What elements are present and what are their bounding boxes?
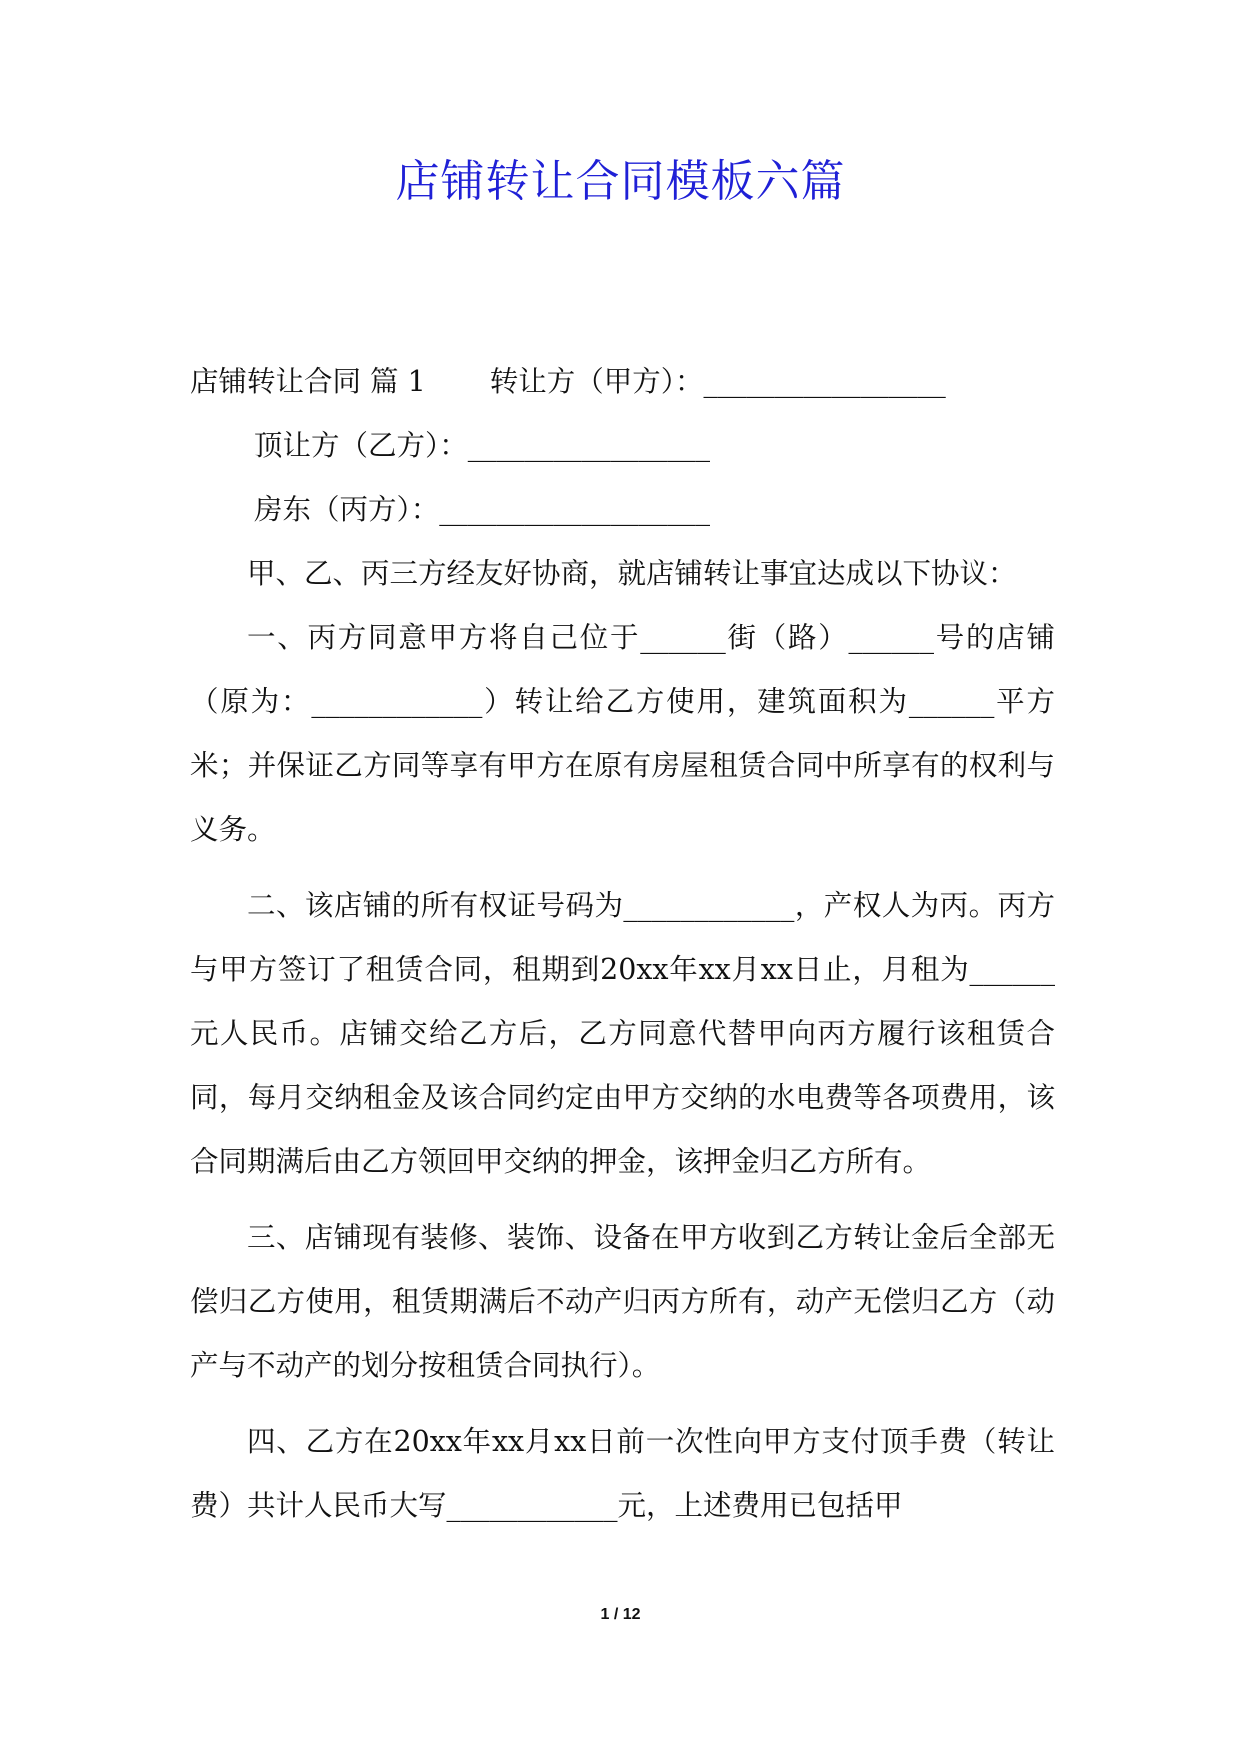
document-title: 店铺转让合同模板六篇 — [395, 156, 846, 207]
header-line-3 — [190, 478, 1055, 542]
paragraph-clause-1: 一、丙方同意甲方将自己位于______街（路）______号的店铺（原为：____________）转让给乙方使用，建筑面积为______平方米；并保证乙方同等享有甲方在原有房屋租赁合同中所享有的权利与义务。 — [190, 621, 1055, 846]
paragraph-clause-3: 三、店铺现有装修、装饰、设备在甲方收到乙方转让金后全部无偿归乙方使用，租赁期满后不动产归丙方所有，动产无偿归乙方（动产与不动产的划分按租赁合同执行）。 — [190, 1221, 1055, 1382]
page-number: 1 / 12 — [600, 1606, 641, 1623]
paragraph-clause-4: 四、乙方在20xx年xx月xx日前一次性向甲方支付顶手费（转让费）共计人民币大写____________元，上述费用已包括甲 — [190, 1425, 1055, 1522]
transferor-field: 转让方（甲方）：_________________ — [489, 365, 946, 398]
transferee-field: 顶让方（乙方）：_________________ — [254, 429, 711, 462]
paragraph-clause-2: 二、该店铺的所有权证号码为____________，产权人为丙。丙方与甲方签订了租赁合同，租期到20xx年xx月xx日止，月租为______元人民币。店铺交给乙方后，乙方同意代替甲向丙方履行该租赁合同，每月交纳租金及该合同约定由甲方交纳的水电费等各项费用，该合同期满后由乙方领回甲交纳的押金，该押金归乙方所有。 — [190, 889, 1055, 1178]
document-body — [190, 350, 1055, 1538]
section-heading: 店铺转让合同 篇 1 — [190, 365, 426, 398]
landlord-field: 房东（丙方）：___________________ — [254, 493, 711, 526]
header-line-1 — [190, 350, 1055, 414]
header-line-2 — [190, 414, 1055, 478]
paragraph-intro: 甲、乙、丙三方经友好协商，就店铺转让事宜达成以下协议： — [247, 557, 1017, 590]
